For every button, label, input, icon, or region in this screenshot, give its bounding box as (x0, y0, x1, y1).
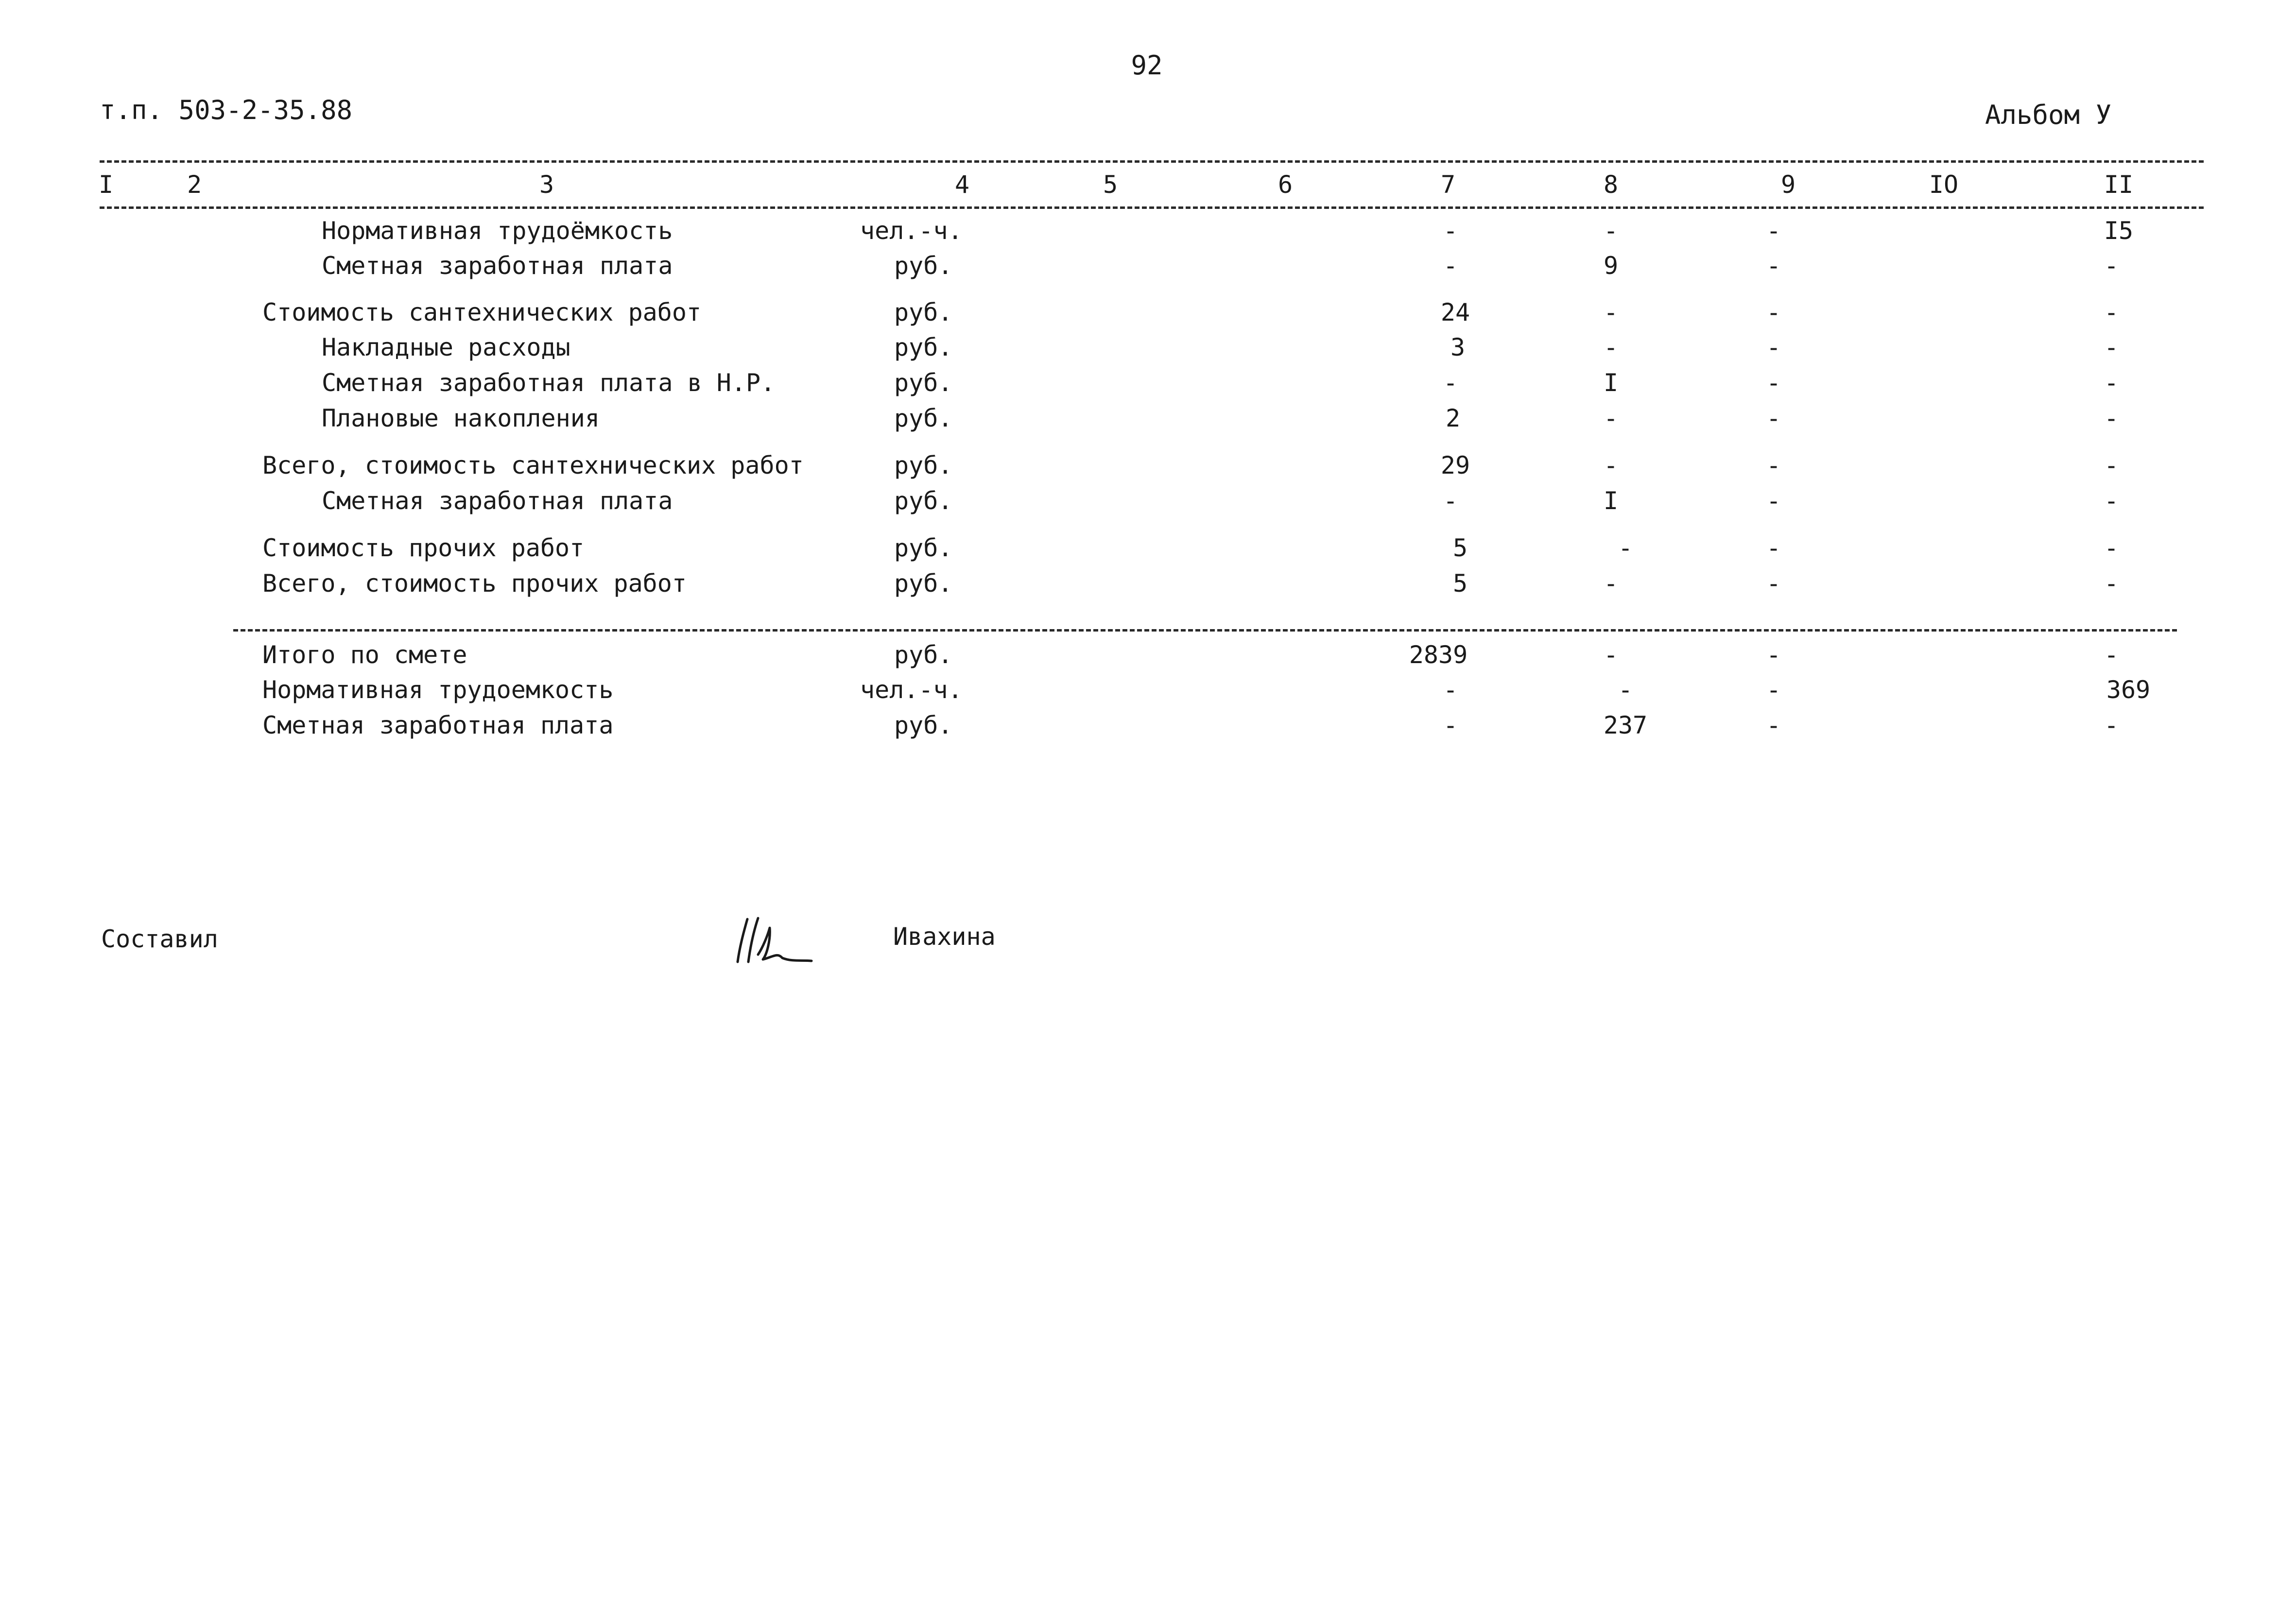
totals-col8: - (1603, 641, 1619, 669)
totals-col9: - (1766, 711, 1781, 739)
row-col7: 5 (1452, 569, 1468, 598)
totals-unit: чел.-ч. (860, 676, 963, 704)
row-name: Сметная заработная плата (322, 487, 673, 515)
totals-col11: - (2104, 641, 2119, 669)
row-name: Всего, стоимость прочих работ (262, 569, 687, 598)
column-header-10: IO (1929, 171, 1959, 199)
row-col8: 9 (1603, 252, 1619, 280)
row-col8: I (1603, 369, 1619, 397)
row-name: Всего, стоимость сантехнических работ (262, 451, 804, 479)
album-label: Альбом У (1985, 100, 2112, 130)
row-col11: - (2104, 298, 2119, 326)
row-col9: - (1766, 298, 1781, 326)
row-unit: руб. (894, 487, 953, 515)
row-col8: - (1603, 298, 1619, 326)
header-top-rule (100, 160, 2204, 163)
column-header-4: 4 (954, 171, 970, 199)
row-col11: I5 (2104, 217, 2134, 245)
row-col7: 24 (1440, 298, 1470, 326)
row-name: Нормативная трудоёмкость (322, 217, 673, 245)
row-col9: - (1766, 217, 1781, 245)
totals-name: Нормативная трудоемкость (262, 676, 614, 704)
row-unit: руб. (894, 404, 953, 432)
totals-col8: 237 (1603, 711, 1648, 739)
row-col9: - (1766, 252, 1781, 280)
row-col7: - (1443, 252, 1458, 280)
totals-name: Итого по смете (262, 641, 467, 669)
row-col8: - (1603, 569, 1619, 598)
totals-col7: - (1443, 676, 1458, 704)
row-name: Стоимость сантехнических работ (262, 298, 702, 326)
compiled-by-label: Составил (101, 925, 218, 953)
column-header-7: 7 (1440, 171, 1456, 199)
row-unit: руб. (894, 298, 953, 326)
row-col7: - (1443, 487, 1458, 515)
row-col7: - (1443, 369, 1458, 397)
row-col8: - (1618, 534, 1633, 562)
totals-name: Сметная заработная плата (262, 711, 614, 739)
row-name: Накладные расходы (322, 333, 570, 361)
row-unit: руб. (894, 569, 953, 598)
totals-rule (233, 629, 2177, 632)
row-col8: - (1603, 404, 1619, 432)
row-unit: руб. (894, 333, 953, 361)
row-col9: - (1766, 451, 1781, 479)
totals-col9: - (1766, 676, 1781, 704)
row-col11: - (2104, 404, 2119, 432)
totals-col7: - (1443, 711, 1458, 739)
row-unit: руб. (894, 369, 953, 397)
row-col7: - (1443, 217, 1458, 245)
row-col9: - (1766, 404, 1781, 432)
header-bottom-rule (100, 206, 2204, 209)
totals-col8: - (1618, 676, 1633, 704)
row-col8: I (1603, 487, 1619, 515)
totals-col9: - (1766, 641, 1781, 669)
row-col7: 29 (1440, 451, 1470, 479)
row-name: Плановые накопления (322, 404, 600, 432)
column-header-11: II (2104, 171, 2134, 199)
totals-unit: руб. (894, 711, 953, 739)
column-header-5: 5 (1103, 171, 1118, 199)
totals-col11: - (2104, 711, 2119, 739)
column-header-3: 3 (539, 171, 554, 199)
row-col11: - (2104, 569, 2119, 598)
row-col11: - (2104, 487, 2119, 515)
row-col11: - (2104, 451, 2119, 479)
row-col9: - (1766, 369, 1781, 397)
row-col9: - (1766, 569, 1781, 598)
compiler-name: Ивахина (893, 923, 996, 951)
row-unit: руб. (894, 252, 953, 280)
row-col8: - (1603, 333, 1619, 361)
row-unit: руб. (894, 534, 953, 562)
row-col9: - (1766, 487, 1781, 515)
row-col9: - (1766, 333, 1781, 361)
row-unit: руб. (894, 451, 953, 479)
row-col11: - (2104, 333, 2119, 361)
column-header-2: 2 (187, 171, 202, 199)
row-col9: - (1766, 534, 1781, 562)
row-col7: 5 (1452, 534, 1468, 562)
totals-unit: руб. (894, 641, 953, 669)
document-code: т.п. 503-2-35.88 (100, 95, 353, 125)
totals-col11: 369 (2106, 676, 2151, 704)
column-header-8: 8 (1603, 171, 1619, 199)
row-unit: чел.-ч. (860, 217, 963, 245)
row-col7: 2 (1445, 404, 1461, 432)
signature-icon (729, 913, 826, 972)
row-name: Стоимость прочих работ (262, 534, 585, 562)
column-header-9: 9 (1780, 171, 1796, 199)
column-header-1: I (98, 171, 114, 199)
row-col11: - (2104, 534, 2119, 562)
column-header-6: 6 (1277, 171, 1293, 199)
page-number: 92 (1131, 50, 1163, 81)
row-col11: - (2104, 252, 2119, 280)
row-name: Сметная заработная плата (322, 252, 673, 280)
row-col8: - (1603, 217, 1619, 245)
totals-col7: 2839 (1409, 641, 1468, 669)
row-name: Сметная заработная плата в Н.Р. (322, 369, 776, 397)
row-col11: - (2104, 369, 2119, 397)
row-col8: - (1603, 451, 1619, 479)
row-col7: 3 (1450, 333, 1466, 361)
